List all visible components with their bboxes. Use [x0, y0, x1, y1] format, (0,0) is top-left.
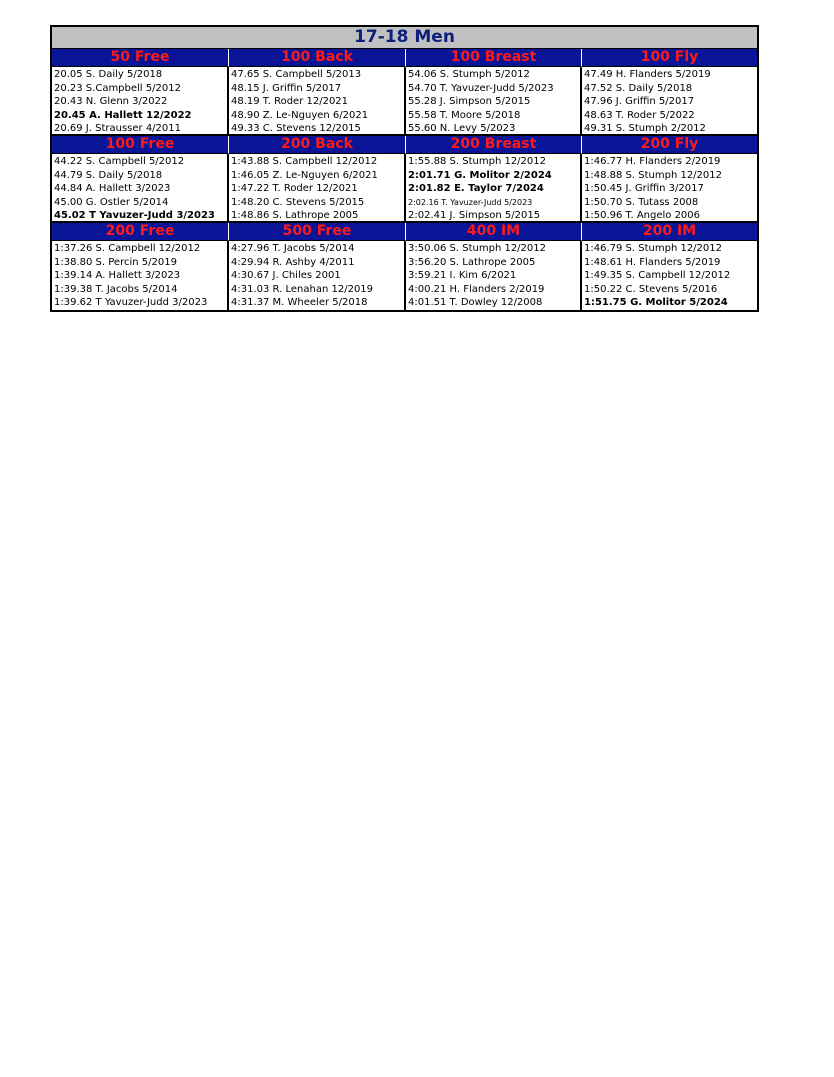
event-header: 200 Fly — [582, 136, 757, 154]
record-entry: 20.23 S.Campbell 5/2012 — [54, 82, 181, 94]
record-entry: 1:46.77 H. Flanders 2/2019 — [584, 156, 721, 167]
record-entry: 4:00.21 H. Flanders 2/2019 — [408, 283, 545, 295]
record-entry: 48.90 Z. Le-Nguyen 6/2021 — [231, 109, 369, 121]
record-entry: 47.65 S. Campbell 5/2013 — [231, 69, 362, 80]
table-title: 17-18 Men — [52, 27, 757, 49]
record-entry: 1:50.96 T. Angelo 2006 — [584, 210, 701, 221]
record-entry: 45.02 T Yavuzer-Judd 3/2023 — [54, 210, 215, 221]
event-header: 100 Free — [52, 136, 229, 154]
record-entry: 47.49 H. Flanders 5/2019 — [584, 69, 711, 80]
event-header: 200 IM — [582, 223, 757, 241]
record-entry: 48.19 T. Roder 12/2021 — [231, 96, 349, 107]
record-entry: 49.33 C. Stevens 12/2015 — [231, 123, 361, 134]
event-records — [229, 67, 406, 136]
event-records — [229, 154, 406, 223]
records-section — [52, 223, 757, 310]
record-entry: 4:31.37 M. Wheeler 5/2018 — [231, 297, 368, 308]
record-entry: 44.79 S. Daily 5/2018 — [54, 169, 163, 181]
record-entry: 3:59.21 I. Kim 6/2021 — [408, 270, 517, 281]
record-entry: 1:38.80 S. Percin 5/2019 — [54, 256, 177, 268]
record-entry: 4:30.67 J. Chiles 2001 — [231, 270, 341, 281]
record-entry: 44.22 S. Campbell 5/2012 — [54, 156, 185, 167]
event-records — [582, 241, 757, 310]
event-header: 400 IM — [406, 223, 582, 241]
record-entry: 55.60 N. Levy 5/2023 — [408, 123, 516, 134]
event-header: 200 Breast — [406, 136, 582, 154]
record-entry: 20.05 S. Daily 5/2018 — [54, 69, 163, 80]
record-entry: 20.69 J. Strausser 4/2011 — [54, 123, 182, 134]
record-entry: 20.43 N. Glenn 3/2022 — [54, 96, 168, 107]
record-entry: 20.45 A. Hallett 12/2022 — [54, 109, 192, 121]
records-sections — [52, 49, 757, 310]
record-entry: 55.28 J. Simpson 5/2015 — [408, 96, 531, 107]
record-entry: 1:51.75 G. Molitor 5/2024 — [584, 297, 728, 308]
record-entry: 1:48.88 S. Stumph 12/2012 — [584, 169, 722, 181]
event-records — [406, 154, 582, 223]
record-entry: 1:46.05 Z. Le-Nguyen 6/2021 — [231, 169, 378, 181]
record-entry: 55.58 T. Moore 5/2018 — [408, 109, 521, 121]
record-entry: 1:39.62 T Yavuzer-Judd 3/2023 — [54, 297, 208, 308]
record-entry: 47.96 J. Griffin 5/2017 — [584, 96, 695, 107]
event-records — [406, 67, 582, 136]
record-entry: 2:02.16 T. Yavuzer-Judd 5/2023 — [408, 197, 533, 207]
record-entry: 44.84 A. Hallett 3/2023 — [54, 183, 171, 194]
record-entry: 1:43.88 S. Campbell 12/2012 — [231, 156, 378, 167]
record-entry: 1:50.45 J. Griffin 3/2017 — [584, 183, 704, 194]
records-section — [52, 136, 757, 223]
record-entry: 3:50.06 S. Stumph 12/2012 — [408, 243, 546, 254]
record-entry: 4:27.96 T. Jacobs 5/2014 — [231, 243, 355, 254]
event-header: 200 Back — [229, 136, 406, 154]
event-records — [582, 154, 757, 223]
record-entry: 1:50.70 S. Tutass 2008 — [584, 196, 699, 208]
record-entry: 4:31.03 R. Lenahan 12/2019 — [231, 283, 374, 295]
event-header: 100 Breast — [406, 49, 582, 67]
record-entry: 1:48.20 C. Stevens 5/2015 — [231, 196, 365, 208]
record-entry: 1:48.86 S. Lathrope 2005 — [231, 210, 359, 221]
event-header: 100 Fly — [582, 49, 757, 67]
records-table — [50, 25, 759, 312]
record-entry: 48.15 J. Griffin 5/2017 — [231, 82, 342, 94]
event-records — [52, 241, 229, 310]
record-entry: 1:39.14 A. Hallett 3/2023 — [54, 270, 181, 281]
event-records — [406, 241, 582, 310]
record-entry: 49.31 S. Stumph 2/2012 — [584, 123, 706, 134]
record-entry: 1:37.26 S. Campbell 12/2012 — [54, 243, 201, 254]
records-section — [52, 49, 757, 136]
record-entry: 54.70 T. Yavuzer-Judd 5/2023 — [408, 82, 554, 94]
event-records — [582, 67, 757, 136]
record-entry: 2:01.71 G. Molitor 2/2024 — [408, 169, 552, 181]
record-entry: 45.00 G. Ostler 5/2014 — [54, 196, 169, 208]
record-entry: 1:55.88 S. Stumph 12/2012 — [408, 156, 546, 167]
record-entry: 54.06 S. Stumph 5/2012 — [408, 69, 530, 80]
event-header: 500 Free — [229, 223, 406, 241]
record-entry: 1:48.61 H. Flanders 5/2019 — [584, 256, 721, 268]
record-entry: 1:46.79 S. Stumph 12/2012 — [584, 243, 722, 254]
record-entry: 47.52 S. Daily 5/2018 — [584, 82, 693, 94]
record-entry: 1:49.35 S. Campbell 12/2012 — [584, 270, 731, 281]
event-header: 200 Free — [52, 223, 229, 241]
event-header: 50 Free — [52, 49, 229, 67]
record-entry: 2:01.82 E. Taylor 7/2024 — [408, 183, 544, 194]
record-entry: 1:39.38 T. Jacobs 5/2014 — [54, 283, 178, 295]
event-header: 100 Back — [229, 49, 406, 67]
record-entry: 4:01.51 T. Dowley 12/2008 — [408, 297, 543, 308]
event-records — [229, 241, 406, 310]
event-records — [52, 67, 229, 136]
record-entry: 2:02.41 J. Simpson 5/2015 — [408, 210, 541, 221]
record-entry: 1:47.22 T. Roder 12/2021 — [231, 183, 358, 194]
record-entry: 4:29.94 R. Ashby 4/2011 — [231, 256, 355, 268]
record-entry: 48.63 T. Roder 5/2022 — [584, 109, 695, 121]
record-entry: 1:50.22 C. Stevens 5/2016 — [584, 283, 718, 295]
event-records — [52, 154, 229, 223]
record-entry: 3:56.20 S. Lathrope 2005 — [408, 256, 536, 268]
